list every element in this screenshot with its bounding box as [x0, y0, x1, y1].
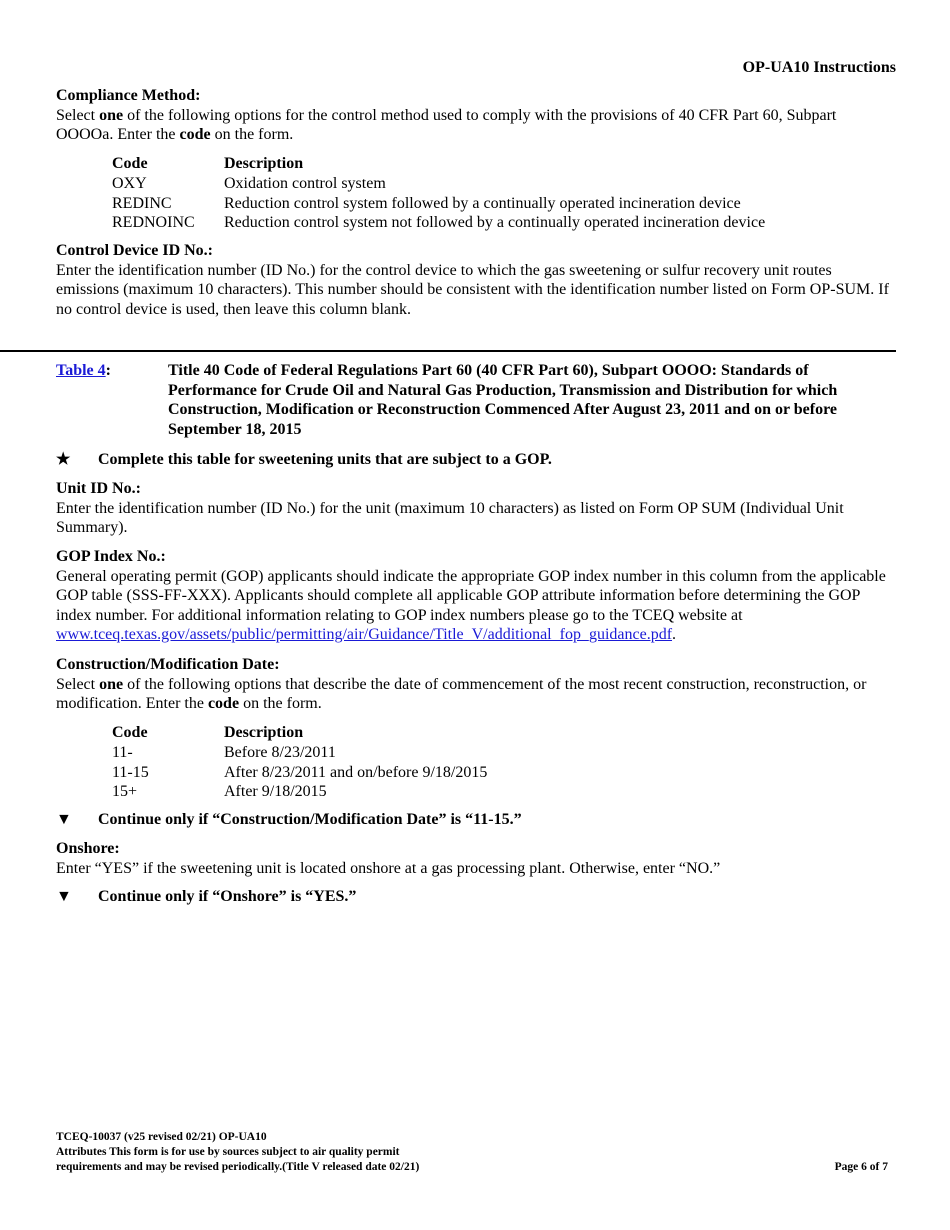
compliance-code-table	[112, 153, 765, 233]
gop-index-text: General operating permit (GOP) applicants should indicate the appropriate GOP index number in this column from the applicable GOP table (SSS-FF-XXX). Applicants should complete all applicable GOP attribute information before determining the GOP index number. For additional information relating to GOP index numbers please go to the TCEQ website at www.tceq.texas.gov/assets/public/permitting/air/Guidance/Title_V/additional_fop_guidance.pdf.	[56, 567, 886, 643]
table4-link[interactable]: Table 4	[56, 362, 106, 379]
onshore-heading: Onshore:	[56, 840, 120, 857]
control-device-text: Enter the identification number (ID No.) for the control device to which the gas sweetening or sulfur recovery unit routes emissions (maximum 10 characters). This number should be consistent with the identification number listed on Form OP-SUM. If no control device is used, then leave this column blank.	[56, 261, 889, 318]
table-row: REDINC Reduction control system followed by a continually operated incineration device	[112, 194, 741, 212]
compliance-method-intro: Select one of the following options for the control method used to comply with the provisions of 40 CFR Part 60, Subpart OOOOa. Enter the code on the form.	[56, 106, 837, 143]
table-row: 11-15 After 8/23/2011 and on/before 9/18/2015	[112, 763, 488, 781]
footer-note-line2: requirements and may be revised periodically.(Title V released date 02/21)	[56, 1161, 420, 1173]
table-row: OXY Oxidation control system	[112, 175, 386, 192]
control-device-heading: Control Device ID No.:	[56, 242, 214, 259]
table-row: 15+ After 9/18/2015	[112, 783, 327, 800]
code-column-header: Code	[112, 154, 148, 172]
table-row: REDNOINC Reduction control system not followed by a continually operated incineration device	[112, 214, 766, 231]
description-column-header: Description	[224, 723, 304, 741]
unit-id-section	[56, 479, 896, 538]
triangle-down-icon: ▼	[56, 888, 72, 905]
construction-date-section	[56, 655, 896, 714]
page-number: Page 6 of 7	[834, 1161, 888, 1173]
footer-form-id: TCEQ-10037 (v25 revised 02/21) OP-UA10	[56, 1131, 267, 1143]
construction-code-table	[112, 722, 487, 802]
control-device-section	[56, 241, 896, 319]
table4-title: Title 40 Code of Federal Regulations Part 60 (40 CFR Part 60), Subpart OOOO: Standards of Performance for Crude Oil and Natural Gas Production, Transmission and Distribution for which Construction, Modification or Reconstruction Commenced After August 23, 2011 and on or before September 18, 2015	[168, 362, 838, 438]
unit-id-heading: Unit ID No.:	[56, 480, 141, 497]
page-footer	[56, 1130, 888, 1175]
continue-note-text: Continue only if “Construction/Modification Date” is “11-15.”	[98, 811, 522, 828]
gop-guidance-link[interactable]: www.tceq.texas.gov/assets/public/permitting/air/Guidance/Title_V/additional_fop_guidance.pdf	[56, 626, 673, 643]
gop-index-heading: GOP Index No.:	[56, 548, 166, 565]
compliance-method-section	[56, 86, 896, 145]
unit-id-text: Enter the identification number (ID No.) for the unit (maximum 10 characters) as listed on Form OP SUM (Individual Unit Summary).	[56, 499, 844, 536]
table-row: 11- Before 8/23/2011	[112, 744, 336, 761]
gop-index-section	[56, 547, 896, 645]
description-column-header: Description	[224, 154, 304, 172]
construction-date-heading: Construction/Modification Date:	[56, 656, 280, 673]
footer-note-line1: Attributes This form is for use by sources subject to air quality permit	[56, 1146, 400, 1158]
section-divider	[0, 350, 896, 352]
construction-date-intro: Select one of the following options that describe the date of commencement of the most recent construction, reconstruction, or modification. Enter the code on the form.	[56, 675, 867, 712]
star-icon: ★	[56, 451, 71, 468]
code-column-header: Code	[112, 723, 148, 741]
onshore-text: Enter “YES” if the sweetening unit is located onshore at a gas processing plant. Otherwise, enter “NO.”	[56, 859, 721, 877]
page-header-title: OP-UA10 Instructions	[742, 59, 896, 76]
continue-note-text: Continue only if “Onshore” is “YES.”	[98, 888, 357, 905]
onshore-section	[56, 839, 896, 878]
triangle-down-icon: ▼	[56, 811, 72, 828]
compliance-method-heading: Compliance Method:	[56, 87, 201, 104]
star-note-text: Complete this table for sweetening units that are subject to a GOP.	[98, 451, 552, 468]
